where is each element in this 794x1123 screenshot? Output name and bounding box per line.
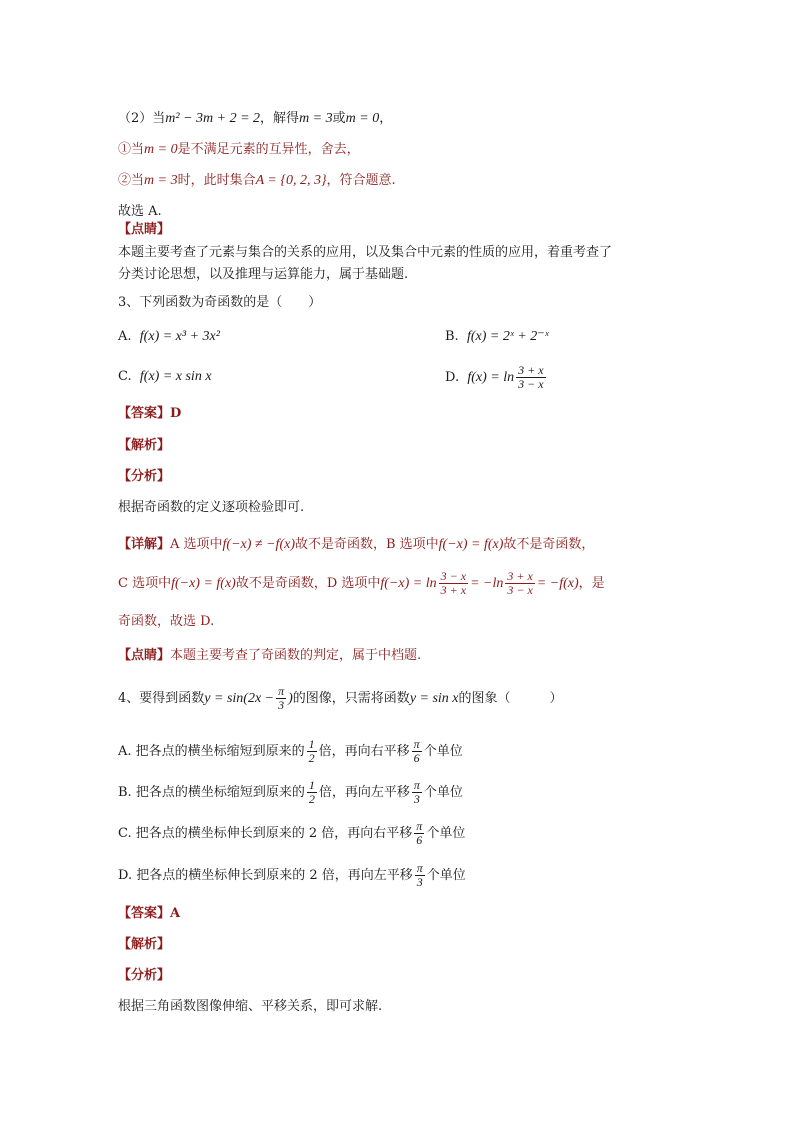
text-segment: 个单位	[426, 826, 466, 841]
q4-option-c	[118, 816, 465, 852]
math-expression: f(−x) ≠ −f(x)	[222, 537, 295, 552]
q4-option-a	[118, 734, 463, 770]
text-segment: 4、要得到函数	[118, 691, 205, 706]
math-expression: m = 3	[299, 111, 333, 126]
option-label: C.	[118, 369, 132, 384]
fraction-numerator: 3 + x	[518, 363, 544, 377]
fraction	[414, 820, 424, 847]
q3-option-d	[445, 360, 548, 396]
fraction-numerator: π	[416, 819, 423, 833]
text-segment: ，	[379, 111, 393, 126]
text-segment: 个单位	[423, 785, 463, 800]
text-segment: 倍，再向左平移	[318, 785, 410, 800]
q4-answer: 【答案】A	[118, 906, 181, 921]
text-segment: ，解得	[260, 111, 300, 126]
math-expression: f(x) = ln	[467, 370, 515, 385]
q4-fenxi-text: 根据三角函数图像伸缩、平移关系，即可求解.	[118, 999, 383, 1014]
detail-heading: 【详解】	[118, 537, 171, 552]
fraction	[307, 779, 317, 806]
q4-analysis-heading: 【解析】	[118, 937, 171, 952]
dianjing-text-2: 分类讨论思想，以及推理与运算能力，属于基础题.	[118, 267, 409, 282]
fraction-denominator: 3	[416, 875, 423, 889]
text-segment: 故不是奇函数，D 选项中	[235, 576, 381, 591]
fraction-numerator: 1	[308, 737, 315, 751]
fraction-denominator: 2	[308, 751, 315, 765]
text-segment: 时，此时集合	[177, 173, 256, 188]
q3-dianjing-line	[118, 647, 421, 665]
math-expression: m = 0	[144, 142, 178, 157]
option-label: A.	[118, 329, 132, 344]
option-label: B.	[445, 329, 459, 344]
q4-option-d	[118, 858, 466, 894]
text-segment: ①当	[118, 142, 145, 157]
math-expression: f(−x) = f(x)	[438, 537, 504, 552]
text-segment: C 选项中	[118, 576, 172, 591]
text-segment: A 选项中	[170, 537, 223, 552]
text-segment: 个单位	[426, 868, 466, 883]
math-expression: f(x) = x³ + 3x²	[139, 329, 220, 344]
fraction-denominator: 3 + x	[440, 583, 467, 597]
text-segment: ，符合题意.	[326, 173, 396, 188]
text-segment: ②当	[118, 173, 145, 188]
fraction-denominator: 3	[413, 792, 420, 806]
fraction-denominator: 2	[308, 792, 315, 806]
q4-option-b	[118, 775, 463, 811]
math-expression: f(x) = 2ˣ + 2⁻ˣ	[466, 329, 549, 344]
math-expression: y = sin x	[409, 691, 459, 706]
q3-detail-line-3: 奇函数，故选 D.	[118, 614, 215, 629]
fraction	[276, 685, 286, 712]
fraction	[307, 738, 317, 765]
fraction	[439, 570, 468, 597]
q4-fenxi-heading: 【分析】	[118, 968, 171, 983]
solution-line-3	[118, 172, 396, 190]
q3-stem: 3、下列函数为奇函数的是（ ）	[118, 295, 322, 310]
math-expression: m = 3	[144, 173, 178, 188]
text-segment: 倍，再向右平移	[318, 744, 410, 759]
text-segment: 个单位	[423, 744, 463, 759]
dianjing-text-1: 本题主要考查了元素与集合的关系的应用，以及集合中元素的性质的应用，着重考查了	[118, 245, 613, 260]
q3-fenxi-heading: 【分析】	[118, 469, 171, 484]
fraction	[412, 738, 422, 765]
choose-line: 故选 A.	[118, 204, 162, 219]
fraction-denominator: 3 − x	[507, 583, 533, 597]
q3-analysis-heading: 【解析】	[118, 438, 171, 453]
text-segment: 是不满足元素的互异性，舍去，	[177, 142, 360, 157]
q3-detail-line-1	[118, 536, 594, 554]
text-segment: A. 把各点的横坐标缩短到原来的	[118, 744, 305, 759]
fraction-denominator: 6	[413, 751, 420, 765]
fraction-numerator: π	[413, 737, 420, 751]
q4-stem	[118, 681, 563, 717]
dianjing-heading: 【点睛】	[118, 648, 171, 663]
text-segment: B. 把各点的横坐标缩短到原来的	[118, 785, 305, 800]
fraction-numerator: π	[413, 778, 420, 792]
fraction-numerator: π	[278, 684, 285, 698]
q3-option-c	[118, 368, 212, 386]
fraction	[505, 570, 534, 597]
text-segment: ，是	[578, 576, 605, 591]
math-expression: = −f(x)	[536, 576, 579, 591]
text-segment: 或	[332, 111, 346, 126]
fraction-denominator: 3 − x	[518, 377, 544, 391]
fraction	[412, 779, 422, 806]
math-expression: f(x) = x sin x	[139, 369, 212, 384]
q3-answer: 【答案】D	[118, 406, 182, 421]
math-expression: m² − 3m + 2 = 2	[165, 111, 261, 126]
q3-fenxi-text: 根据奇函数的定义逐项检验即可.	[118, 500, 305, 515]
text-segment: 故不是奇函数，B 选项中	[294, 537, 439, 552]
text-segment: 本题主要考查了奇函数的判定，属于中档题.	[170, 648, 422, 663]
dianjing-heading: 【点睛】	[118, 222, 171, 237]
math-expression: m = 0	[345, 111, 380, 126]
fraction-numerator: 3 + x	[507, 569, 533, 583]
fraction-numerator: π	[416, 861, 423, 875]
text-segment: 的图像，只需将函数	[292, 691, 410, 706]
q3-option-b	[445, 328, 549, 346]
math-expression: f(−x) = f(x)	[171, 576, 236, 591]
math-expression: f(−x) = ln	[380, 576, 437, 591]
fraction-denominator: 3	[278, 698, 285, 712]
option-label: D.	[445, 370, 460, 385]
text-segment: D. 把各点的横坐标伸长到原来的 2 倍，再向左平移	[118, 868, 413, 883]
math-expression: )	[288, 691, 293, 706]
text-segment: C. 把各点的横坐标伸长到原来的 2 倍，再向右平移	[118, 826, 413, 841]
math-expression: y = sin(2x −	[204, 691, 275, 706]
fraction-denominator: 6	[416, 833, 423, 847]
text-segment: （2）当	[118, 111, 166, 126]
solution-line-1	[118, 110, 392, 128]
solution-line-2	[118, 141, 360, 159]
fraction-numerator: 3 − x	[440, 569, 467, 583]
math-expression: = −ln	[470, 576, 504, 591]
fraction-numerator: 1	[308, 778, 315, 792]
q3-detail-line-2	[118, 566, 605, 602]
text-segment: 的图象（ ）	[458, 691, 563, 706]
q3-option-a	[118, 328, 220, 346]
math-expression: A = {0, 2, 3}	[255, 173, 327, 188]
fraction	[516, 364, 545, 391]
fraction	[415, 862, 425, 889]
text-segment: 故不是奇函数，	[503, 537, 595, 552]
